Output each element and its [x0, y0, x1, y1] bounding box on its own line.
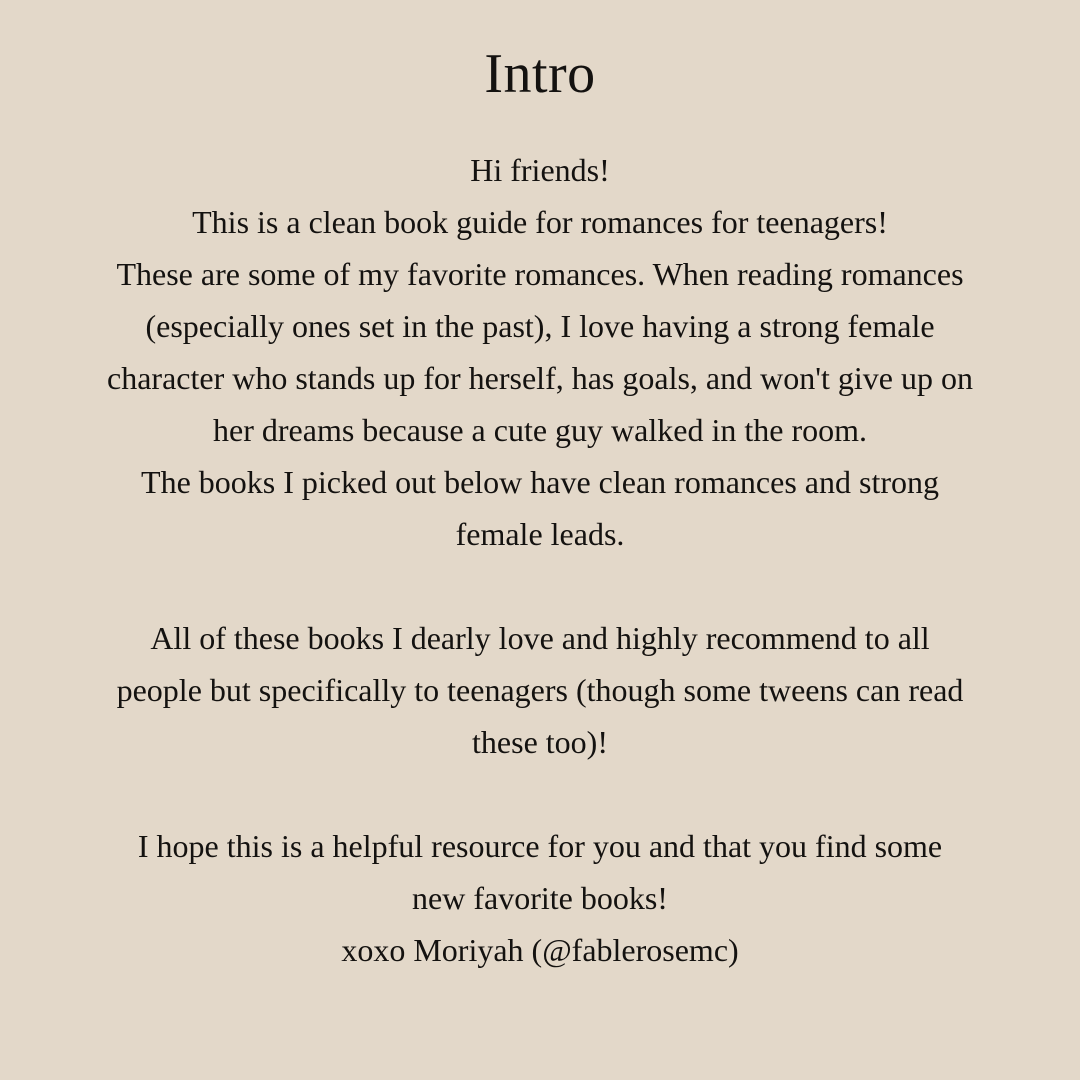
- paragraph-spacer: [40, 768, 1040, 820]
- page-title: Intro: [484, 43, 596, 105]
- paragraph-line: character who stands up for herself, has goals, and won't give up on: [107, 360, 973, 396]
- paragraph-line: people but specifically to teenagers (though some tweens can read: [116, 672, 964, 708]
- paragraph-line: new favorite books!: [412, 880, 668, 916]
- paragraph-line: All of these books I dearly love and highly recommend to all: [150, 620, 930, 656]
- paragraph-line: The books I picked out below have clean romances and strong: [141, 464, 939, 500]
- paragraph-line: This is a clean book guide for romances for teenagers!: [192, 204, 888, 240]
- greeting-line: Hi friends!: [470, 152, 610, 188]
- paragraph-line: female leads.: [455, 516, 625, 552]
- paragraph-line: these too)!: [472, 724, 608, 760]
- paragraph-spacer: [40, 560, 1040, 612]
- signature-line: xoxo Moriyah (@fablerosemc): [341, 932, 739, 968]
- paragraph-line: These are some of my favorite romances. When reading romances: [116, 256, 964, 292]
- intro-text: [40, 144, 1040, 976]
- paragraph-line: (especially ones set in the past), I love having a strong female: [145, 308, 935, 344]
- paragraph-line: her dreams because a cute guy walked in the room.: [213, 412, 867, 448]
- paragraph-line: I hope this is a helpful resource for you and that you find some: [137, 828, 943, 864]
